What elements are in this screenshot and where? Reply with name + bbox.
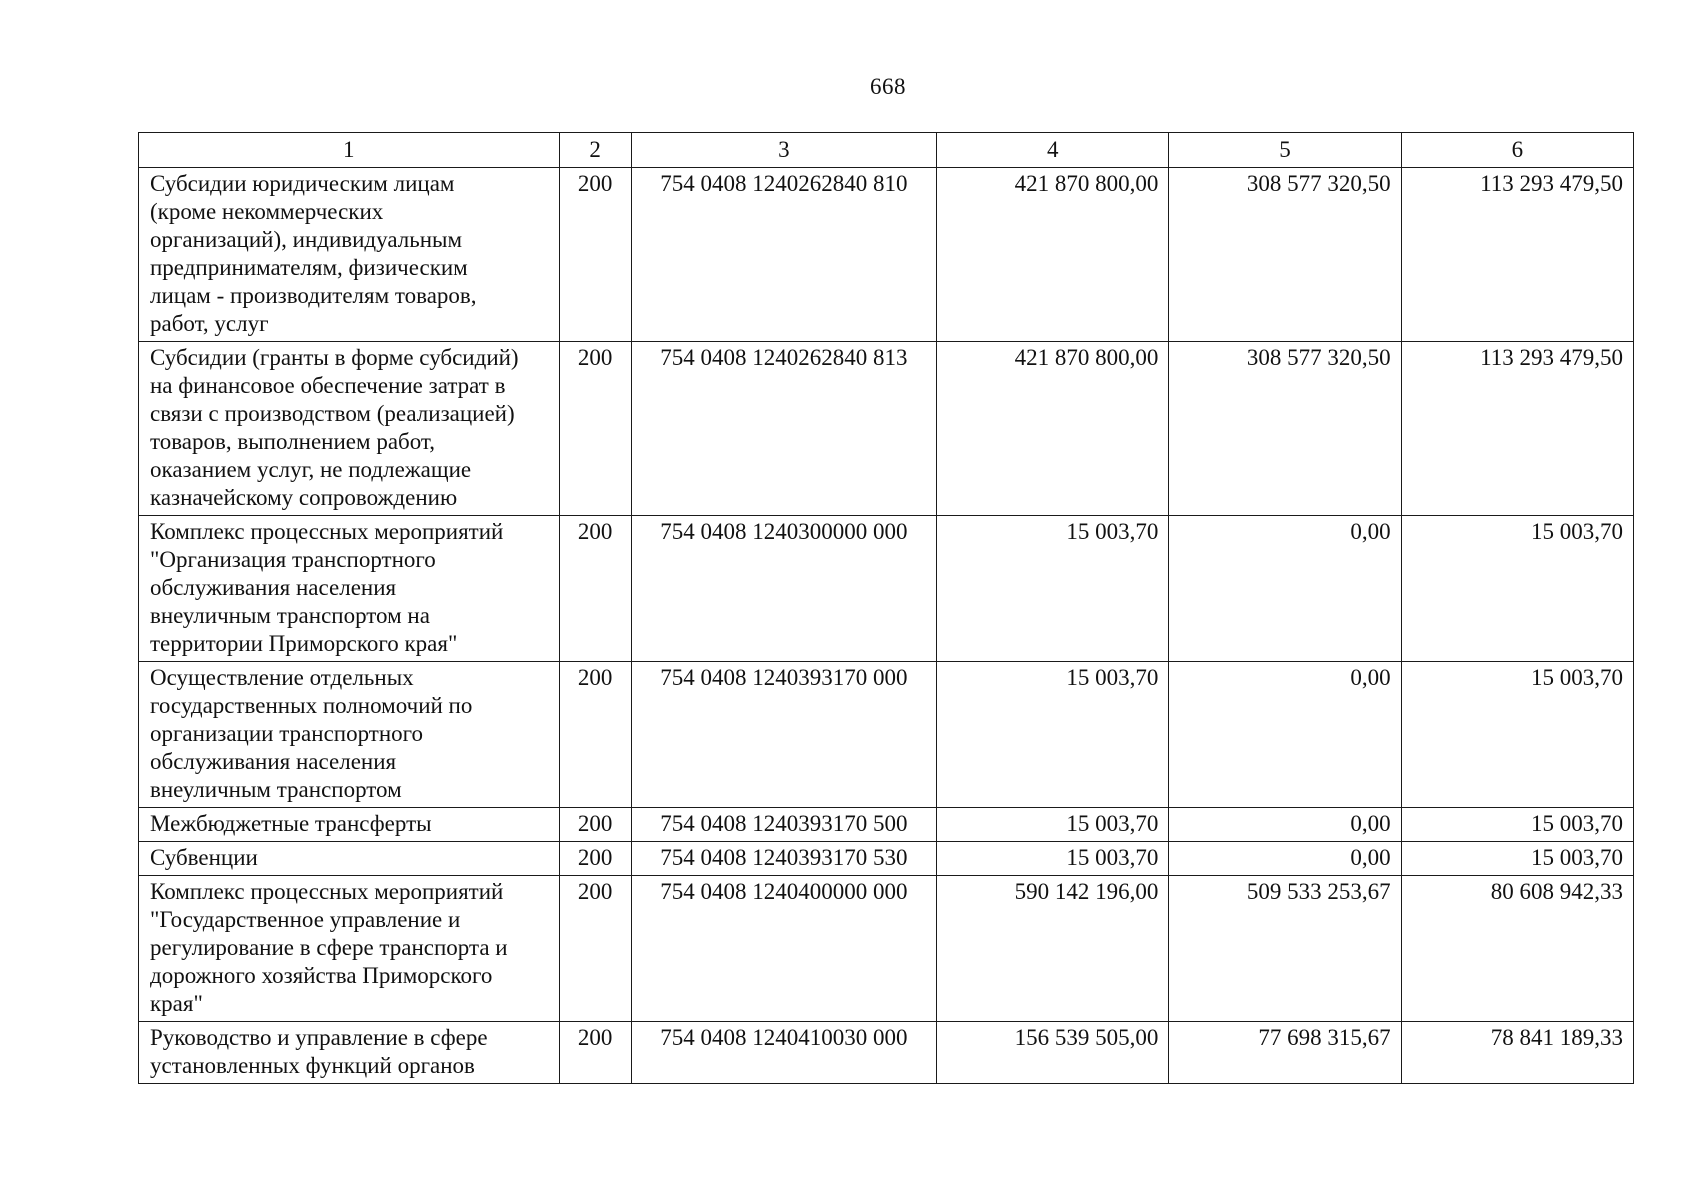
row-column-6-value: 15 003,70 xyxy=(1401,662,1633,808)
row-name-line: внеуличным транспортом на xyxy=(150,603,430,628)
row-column-4-value: 15 003,70 xyxy=(937,808,1169,842)
row-name-line: территории Приморского края" xyxy=(150,631,458,656)
row-name-line: оказанием услуг, не подлежащие xyxy=(150,457,472,482)
row-column-4-value: 15 003,70 xyxy=(937,662,1169,808)
row-name-line: государственных полномочий по xyxy=(150,693,473,718)
row-column-4-value: 15 003,70 xyxy=(937,842,1169,876)
row-name-line: организаций), индивидуальным xyxy=(150,227,463,252)
row-name-cell xyxy=(139,516,560,662)
row-column-4-value: 590 142 196,00 xyxy=(937,876,1169,1022)
column-header-3: 3 xyxy=(631,133,936,168)
row-column-5-value: 509 533 253,67 xyxy=(1169,876,1401,1022)
table-row xyxy=(139,1022,1634,1084)
row-column-6-value: 15 003,70 xyxy=(1401,516,1633,662)
row-column-6-value: 113 293 479,50 xyxy=(1401,342,1633,516)
row-column-6-value: 113 293 479,50 xyxy=(1401,168,1633,342)
table-row xyxy=(139,516,1634,662)
row-name-line: Субвенции xyxy=(150,845,258,870)
row-name-line: казначейскому сопровождению xyxy=(150,485,458,510)
row-name-line: работ, услуг xyxy=(150,311,269,336)
row-name-cell xyxy=(139,1022,560,1084)
row-code-cell: 754 0408 1240262840 813 xyxy=(631,342,936,516)
row-column-5-value: 0,00 xyxy=(1169,662,1401,808)
row-name-cell xyxy=(139,168,560,342)
row-name-cell xyxy=(139,876,560,1022)
row-name-line: товаров, выполнением работ, xyxy=(150,429,435,454)
row-version-cell: 200 xyxy=(559,662,631,808)
row-column-5-value: 77 698 315,67 xyxy=(1169,1022,1401,1084)
row-name-line: обслуживания населения xyxy=(150,575,397,600)
table-row xyxy=(139,808,1634,842)
row-name-cell xyxy=(139,662,560,808)
row-version-cell: 200 xyxy=(559,808,631,842)
column-header-2: 2 xyxy=(559,133,631,168)
row-name-cell xyxy=(139,342,560,516)
table-row xyxy=(139,876,1634,1022)
row-column-4-value: 156 539 505,00 xyxy=(937,1022,1169,1084)
row-column-6-value: 80 608 942,33 xyxy=(1401,876,1633,1022)
column-header-1: 1 xyxy=(139,133,560,168)
row-code-cell: 754 0408 1240300000 000 xyxy=(631,516,936,662)
row-name-line: внеуличным транспортом xyxy=(150,777,402,802)
row-column-5-value: 0,00 xyxy=(1169,842,1401,876)
row-name-line: предпринимателям, физическим xyxy=(150,255,468,280)
row-name-line: лицам - производителям товаров, xyxy=(150,283,477,308)
row-version-cell: 200 xyxy=(559,876,631,1022)
row-column-5-value: 0,00 xyxy=(1169,808,1401,842)
row-name-cell xyxy=(139,842,560,876)
row-column-4-value: 421 870 800,00 xyxy=(937,342,1169,516)
row-version-cell: 200 xyxy=(559,516,631,662)
row-column-5-value: 308 577 320,50 xyxy=(1169,168,1401,342)
table-body xyxy=(139,168,1634,1084)
row-name-line: обслуживания населения xyxy=(150,749,397,774)
row-column-6-value: 78 841 189,33 xyxy=(1401,1022,1633,1084)
row-code-cell: 754 0408 1240393170 500 xyxy=(631,808,936,842)
row-column-4-value: 421 870 800,00 xyxy=(937,168,1169,342)
column-header-6: 6 xyxy=(1401,133,1633,168)
budget-table xyxy=(138,132,1634,1084)
row-code-cell: 754 0408 1240262840 810 xyxy=(631,168,936,342)
row-column-5-value: 0,00 xyxy=(1169,516,1401,662)
row-code-cell: 754 0408 1240410030 000 xyxy=(631,1022,936,1084)
table-row xyxy=(139,842,1634,876)
row-version-cell: 200 xyxy=(559,1022,631,1084)
table-row xyxy=(139,662,1634,808)
row-name-line: Межбюджетные трансферты xyxy=(150,811,432,836)
row-name-line: связи с производством (реализацией) xyxy=(150,401,515,426)
row-name-line: организации транспортного xyxy=(150,721,424,746)
row-code-cell: 754 0408 1240400000 000 xyxy=(631,876,936,1022)
row-name-line: Комплекс процессных мероприятий xyxy=(150,879,504,904)
row-column-4-value: 15 003,70 xyxy=(937,516,1169,662)
row-name-line: "Государственное управление и xyxy=(150,907,461,932)
row-version-cell: 200 xyxy=(559,842,631,876)
row-code-cell: 754 0408 1240393170 000 xyxy=(631,662,936,808)
page-number: 668 xyxy=(870,74,906,99)
row-column-6-value: 15 003,70 xyxy=(1401,842,1633,876)
row-name-line: "Организация транспортного xyxy=(150,547,436,572)
row-name-line: (кроме некоммерческих xyxy=(150,199,384,224)
row-version-cell: 200 xyxy=(559,342,631,516)
row-name-line: установленных функций органов xyxy=(150,1053,475,1078)
row-name-line: регулирование в сфере транспорта и xyxy=(150,935,508,960)
header-row xyxy=(139,133,1634,168)
row-code-cell: 754 0408 1240393170 530 xyxy=(631,842,936,876)
row-name-line: дорожного хозяйства Приморского xyxy=(150,963,493,988)
row-name-line: Субсидии (гранты в форме субсидий) xyxy=(150,345,519,370)
column-header-5: 5 xyxy=(1169,133,1401,168)
row-name-line: на финансовое обеспечение затрат в xyxy=(150,373,506,398)
row-column-5-value: 308 577 320,50 xyxy=(1169,342,1401,516)
row-name-line: Субсидии юридическим лицам xyxy=(150,171,455,196)
row-name-line: Осуществление отдельных xyxy=(150,665,414,690)
column-header-4: 4 xyxy=(937,133,1169,168)
row-name-line: Комплекс процессных мероприятий xyxy=(150,519,504,544)
row-name-cell xyxy=(139,808,560,842)
row-column-6-value: 15 003,70 xyxy=(1401,808,1633,842)
row-name-line: края" xyxy=(150,991,203,1016)
table-row xyxy=(139,342,1634,516)
row-version-cell: 200 xyxy=(559,168,631,342)
table-row xyxy=(139,168,1634,342)
row-name-line: Руководство и управление в сфере xyxy=(150,1025,488,1050)
